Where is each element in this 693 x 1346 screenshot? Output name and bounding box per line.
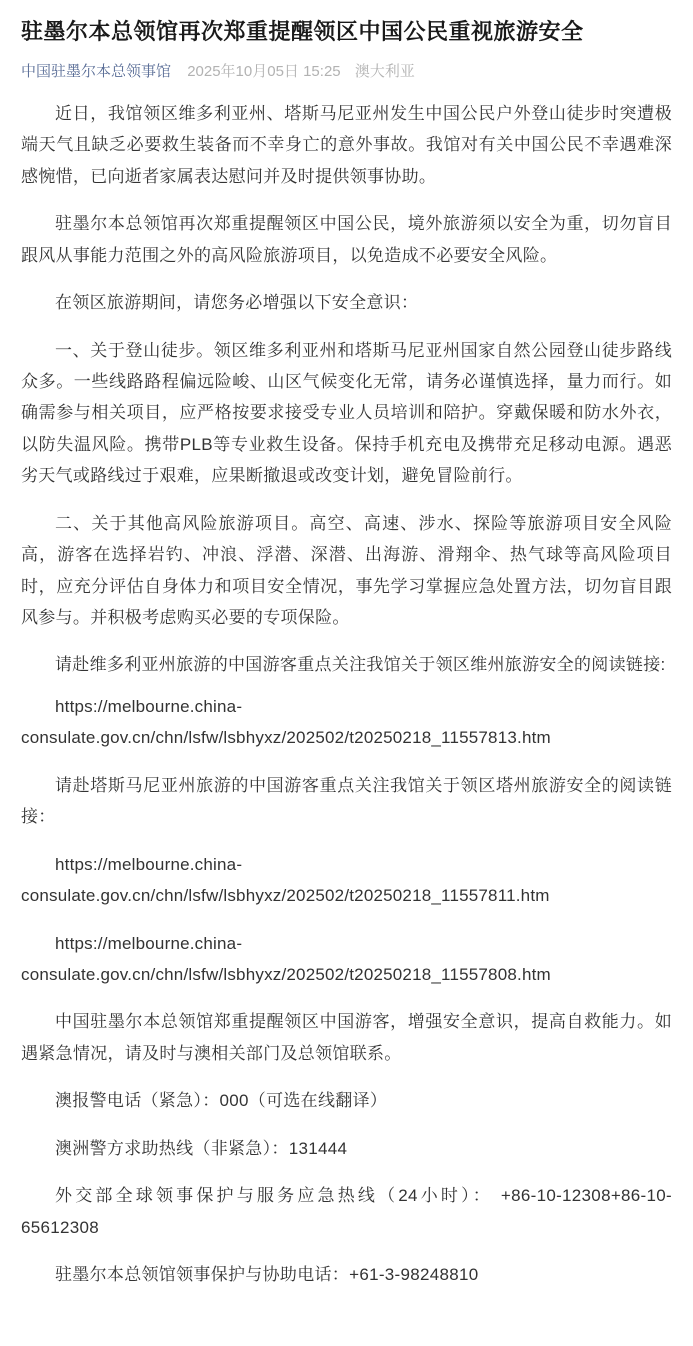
article-paragraph-item-2: 二、关于其他高风险旅游项目。高空、高速、涉水、探险等旅游项目安全风险高，游客在选择岩钓、冲浪、浮潜、深潜、出海游、滑翔伞、热气球等高风险项目时，应充分评估自身体力和项目安全情况，事先学习掌握应急处置方法，切勿盲目跟风参与。并积极考虑购买必要的专项保险。 (21, 513, 672, 628)
article-paragraph-closing: 中国驻墨尔本总领馆郑重提醒领区中国游客，增强安全意识，提高自救能力。如遇紧急情况，请及时与澳相关部门及总领馆联系。 (21, 1012, 672, 1063)
article-paragraph-reminder: 驻墨尔本总领馆再次郑重提醒领区中国公民，境外旅游须以安全为重，切勿盲目跟风从事能力范围之外的高风险旅游项目，以免造成不必要安全风险。 (21, 214, 672, 265)
article-content (21, 98, 672, 1291)
url-text-tas: https://melbourne.china-consulate.gov.cn/chn/lsfw/lsbhyxz/202502/t20250218_11557811.htm (21, 854, 550, 906)
url-text-general: https://melbourne.china-consulate.gov.cn/chn/lsfw/lsbhyxz/202502/t20250218_11557808.htm (21, 933, 551, 984)
publish-location: 澳大利亚 (354, 62, 415, 80)
article-paragraph-vic-link-intro: 请赴维多利亚州旅游的中国游客重点关注我馆关于领区维州旅游安全的阅读链接: (55, 655, 666, 675)
article-paragraph-tas-link-intro: 请赴塔斯马尼亚州旅游的中国游客重点关注我馆关于领区塔州旅游安全的阅读链接： (21, 775, 672, 827)
article-paragraph-phone-consulate: 驻墨尔本总领馆领事保护与协助电话：+61-3-98248810 (55, 1265, 479, 1285)
article-paragraph-phone-mfa-hotline: 外交部全球领事保护与服务应急热线（24小时）： +86-10-12308+86-10-65612308 (21, 1186, 672, 1237)
article-paragraph-phone-police: 澳洲警方求助热线（非紧急）：131444 (55, 1138, 348, 1158)
url-text-vic: https://melbourne.china-consulate.gov.cn/chn/lsfw/lsbhyxz/202502/t20250218_11557813.htm (21, 696, 551, 748)
article-title: 驻墨尔本总领馆再次郑重提醒领区中国公民重视旅游安全 (21, 19, 584, 44)
article-meta (21, 63, 672, 81)
account-name-link[interactable]: 中国驻墨尔本总领事馆 (21, 62, 172, 80)
article-paragraph-item-1: 一、关于登山徒步。领区维多利亚州和塔斯马尼亚州国家自然公园登山徒步路线众多。一些线路路程偏远险峻、山区气候变化无常，请务必谨慎选择，量力而行。如确需参与相关项目，应严格按要求接受专业人员培训和陪护。穿戴保暖和防水外衣，以防失温风险。携带PLB等专业救生设备。保持手机充电及携带充足移动电源。遇恶劣天气或路线过于艰难，应果断撤退或改变计划，避免冒险前行。 (21, 340, 672, 486)
publish-date: 2025年10月05日 15:25 (187, 62, 341, 80)
article-paragraph-phone-emergency: 澳报警电话（紧急）：000（可选在线翻译） (55, 1091, 388, 1111)
article-paragraph-intro: 近日，我馆领区维多利亚州、塔斯马尼亚州发生中国公民户外登山徒步时突遭极端天气且缺乏必要救生装备而不幸身亡的意外事故。我馆对有关中国公民不幸遇难深感惋惜，已向逝者家属表达慰问并及时提供领事协助。 (21, 103, 672, 186)
article-paragraph-lead-in: 在领区旅游期间，请您务必增强以下安全意识： (55, 293, 419, 313)
